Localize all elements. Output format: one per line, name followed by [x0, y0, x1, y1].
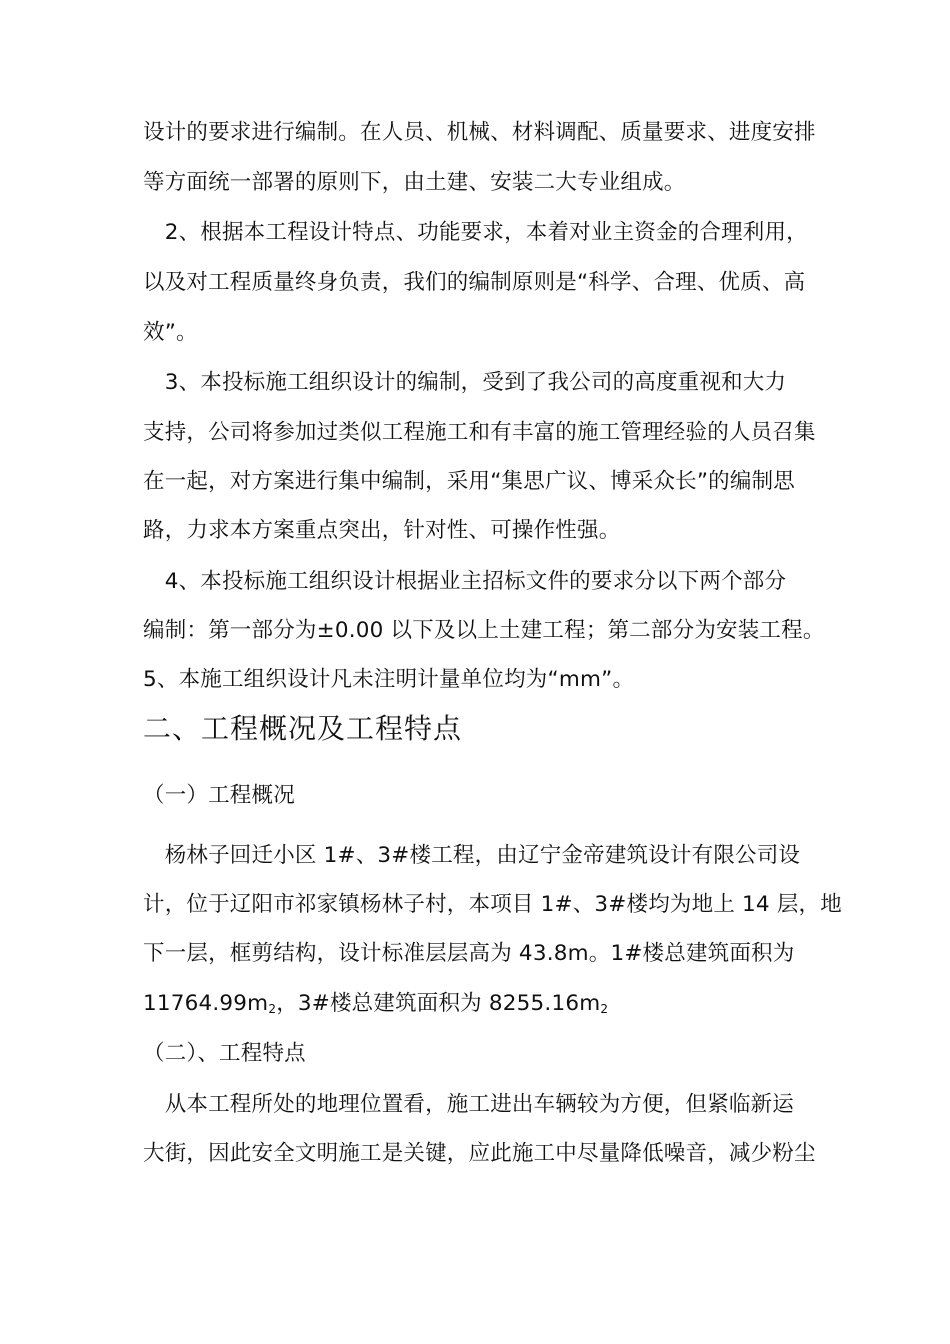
paragraph-line: 编制：第一部分为±0.00 以下及以上土建工程；第二部分为安装工程。 — [143, 618, 825, 643]
paragraph-line: 2、根据本工程设计特点、功能要求，本着对业主资金的合理利用， — [143, 220, 808, 245]
section-heading: 二、工程概况及工程特点 — [143, 712, 463, 745]
paragraph-line: 以及对工程质量终身负责，我们的编制原则是“科学、合理、优质、高 — [143, 270, 806, 295]
paragraph-line: 路，力求本方案重点突出，针对性、可操作性强。 — [143, 518, 621, 543]
paragraph-line: 杨林子回迁小区 1#、3#楼工程，由辽宁金帝建筑设计有限公司设 — [143, 843, 801, 868]
area-value-1: 11764.99m — [143, 991, 269, 1016]
area-unit-subscript: 2 — [268, 1002, 277, 1016]
paragraph-line: 4、本投标施工组织设计根据业主招标文件的要求分以下两个部分 — [143, 569, 787, 594]
paragraph-line: 下一层，框剪结构，设计标准层层高为 43.8m。1#楼总建筑面积为 — [143, 941, 795, 966]
subsection-heading: （一）工程概况 — [143, 783, 295, 808]
area-line — [143, 989, 608, 1024]
paragraph-line: 设计的要求进行编制。在人员、机械、材料调配、质量要求、进度安排 — [143, 120, 816, 145]
paragraph-line: 效”。 — [143, 320, 198, 345]
paragraph-line: 支持，公司将参加过类似工程施工和有丰富的施工管理经验的人员召集 — [143, 420, 816, 445]
paragraph-line: 3、本投标施工组织设计的编制，受到了我公司的高度重视和大力 — [143, 370, 787, 395]
paragraph-line: 在一起，对方案进行集中编制，采用“集思广议、博采众长”的编制思 — [143, 469, 795, 494]
paragraph-line: 从本工程所处的地理位置看，施工进出车辆较为方便，但紧临新运 — [143, 1092, 795, 1117]
paragraph-line: 等方面统一部署的原则下，由土建、安装二大专业组成。 — [143, 170, 686, 195]
subsection-heading: （二）、工程特点 — [143, 1041, 306, 1066]
paragraph-line: 计，位于辽阳市祁家镇杨林子村，本项目 1#、3#楼均为地上 14 层，地 — [143, 892, 842, 917]
area-unit-subscript: 2 — [600, 1002, 609, 1016]
paragraph-line: 5、本施工组织设计凡未注明计量单位均为“mm”。 — [143, 667, 635, 692]
paragraph-line: 大街，因此安全文明施工是关键，应此施工中尽量降低噪音，减少粉尘 — [143, 1141, 816, 1166]
area-value-3: ，3#楼总建筑面积为 8255.16m — [276, 991, 601, 1016]
